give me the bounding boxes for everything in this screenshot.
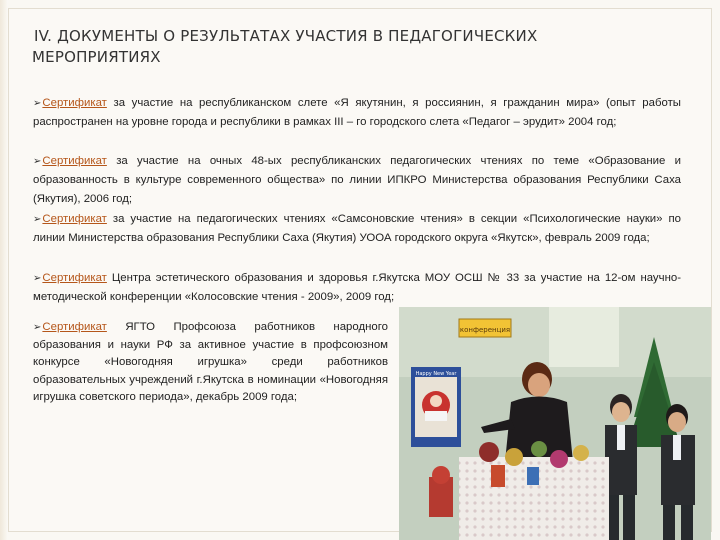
list-item <box>33 319 388 407</box>
certificate-link[interactable]: Сертификат <box>42 321 107 333</box>
list-item <box>33 269 681 307</box>
certificate-link[interactable]: Сертификат <box>42 213 107 225</box>
certificate-link[interactable]: Сертификат <box>42 155 107 167</box>
left-border-stripe <box>0 0 8 540</box>
bullet-arrow-icon: ➢ <box>33 98 42 109</box>
list-item-text: за участие на республиканском слете «Я якутянин, я россиянин, я гражданин мира» (опыт работы распространен на уровне города и республики в рамках III – го городского слета «Педагог – эрудит» 2004 год; <box>33 97 681 128</box>
list-item <box>33 210 681 248</box>
bullet-arrow-icon: ➢ <box>33 214 42 225</box>
board-sign-text: конференция <box>459 326 511 334</box>
slide-title <box>34 26 674 68</box>
certificate-link[interactable]: Сертификат <box>42 272 107 284</box>
bullet-arrow-icon: ➢ <box>33 273 42 284</box>
list-item <box>33 94 681 132</box>
title-line-2: МЕРОПРИЯТИЯХ <box>32 48 161 66</box>
title-line-1: IV. ДОКУМЕНТЫ О РЕЗУЛЬТАТАХ УЧАСТИЯ В ПЕДАГОГИЧЕСКИХ <box>34 27 538 45</box>
poster-caption: Happy New Year <box>415 371 457 377</box>
list-item <box>33 152 681 209</box>
bullet-arrow-icon: ➢ <box>33 156 42 167</box>
list-item-text: Центра эстетического образования и здоровья г.Якутска МОУ ОСШ № 33 за участие на 12-ом научно-методической конференции «Колосовские чтения - 2009», 2009 год; <box>33 272 681 303</box>
list-item-text: за участие на очных 48-ых республиканских педагогических чтениях по теме «Образование и образованность в культуре современного общества» по линии ИПКРО Министерства образования Республики Саха (Якутия), 2006 год; <box>33 155 681 205</box>
event-photo <box>399 307 711 540</box>
list-item-text: за участие на педагогических чтениях «Самсоновские чтения» в секции «Психологические науки» по линии Министерства образования Республики Саха (Якутия) УООА городского округа «Якутск», февраль 2009 года; <box>33 213 681 244</box>
certificate-link[interactable]: Сертификат <box>42 97 107 109</box>
bullet-arrow-icon: ➢ <box>33 322 42 333</box>
list-item-text: ЯГТО Профсоюза работников народного образования и науки РФ за активное участие в профсоюзном конкурсе «Новогодняя игрушка» среди работников образовательных учреждений г.Якутска в номинации «Новогодняя игрушка советского периода», декабрь 2009 года; <box>33 321 388 403</box>
